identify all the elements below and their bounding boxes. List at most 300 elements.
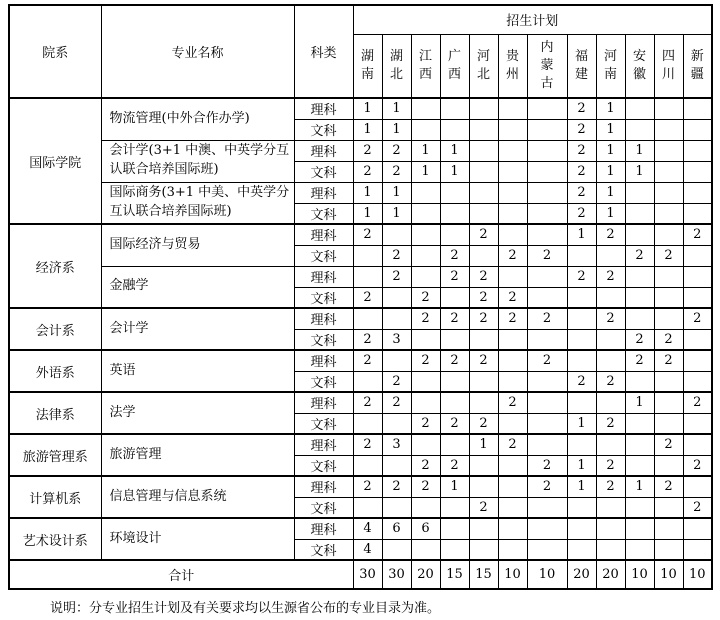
total-cell: 10 bbox=[654, 560, 683, 589]
province-label: 湖南 bbox=[360, 49, 374, 82]
plan-cell bbox=[567, 539, 596, 560]
plan-cell bbox=[654, 182, 683, 203]
plan-cell: 1 bbox=[440, 161, 469, 182]
province-header bbox=[527, 34, 567, 98]
plan-cell: 2 bbox=[498, 245, 527, 266]
province-header bbox=[625, 34, 654, 98]
province-label: 湖北 bbox=[389, 49, 403, 82]
total-cell: 20 bbox=[411, 560, 440, 589]
plan-cell: 1 bbox=[567, 413, 596, 434]
footnote: 说明：分专业招生计划及有关要求均以生源省公布的专业目录为准。 bbox=[50, 601, 441, 616]
plan-cell: 2 bbox=[469, 266, 498, 287]
admission-plan-table bbox=[8, 4, 713, 590]
plan-cell bbox=[527, 182, 567, 203]
plan-cell: 2 bbox=[469, 287, 498, 308]
plan-cell: 1 bbox=[625, 392, 654, 413]
plan-cell: 2 bbox=[382, 266, 411, 287]
plan-cell: 1 bbox=[596, 161, 625, 182]
plan-cell: 2 bbox=[596, 455, 625, 476]
plan-cell: 2 bbox=[527, 350, 567, 371]
plan-cell bbox=[469, 182, 498, 203]
plan-cell bbox=[498, 497, 527, 518]
plan-cell bbox=[382, 455, 411, 476]
plan-cell: 2 bbox=[498, 287, 527, 308]
plan-cell: 1 bbox=[411, 161, 440, 182]
plan-cell bbox=[469, 476, 498, 497]
plan-cell bbox=[567, 518, 596, 539]
plan-cell bbox=[527, 161, 567, 182]
plan-cell bbox=[527, 329, 567, 350]
dept-cell: 艺术设计系 bbox=[9, 518, 101, 560]
plan-cell bbox=[527, 224, 567, 245]
plan-cell: 6 bbox=[411, 518, 440, 539]
plan-cell: 2 bbox=[411, 287, 440, 308]
plan-cell bbox=[596, 518, 625, 539]
plan-cell bbox=[440, 98, 469, 119]
plan-cell: 2 bbox=[353, 434, 382, 455]
major-cell: 物流管理(中外合作办学) bbox=[101, 98, 294, 140]
plan-cell bbox=[382, 350, 411, 371]
plan-cell: 2 bbox=[440, 308, 469, 329]
plan-cell bbox=[567, 350, 596, 371]
province-label: 广西 bbox=[447, 49, 461, 82]
plan-cell bbox=[567, 245, 596, 266]
plan-cell: 2 bbox=[567, 98, 596, 119]
plan-cell bbox=[411, 224, 440, 245]
plan-cell bbox=[353, 308, 382, 329]
plan-cell bbox=[654, 224, 683, 245]
plan-cell bbox=[683, 329, 712, 350]
plan-cell bbox=[440, 392, 469, 413]
track-cell: 理科 bbox=[294, 518, 353, 539]
plan-cell: 2 bbox=[353, 350, 382, 371]
plan-cell: 2 bbox=[469, 497, 498, 518]
plan-cell: 2 bbox=[625, 245, 654, 266]
plan-cell bbox=[567, 434, 596, 455]
plan-cell bbox=[683, 245, 712, 266]
plan-cell bbox=[382, 308, 411, 329]
track-cell: 文科 bbox=[294, 329, 353, 350]
plan-cell bbox=[596, 497, 625, 518]
plan-cell bbox=[353, 455, 382, 476]
plan-cell: 4 bbox=[353, 539, 382, 560]
plan-cell: 2 bbox=[498, 392, 527, 413]
plan-cell: 2 bbox=[411, 413, 440, 434]
total-cell: 20 bbox=[567, 560, 596, 589]
track-cell: 理科 bbox=[294, 182, 353, 203]
track-cell: 理科 bbox=[294, 476, 353, 497]
plan-cell bbox=[353, 413, 382, 434]
plan-cell: 1 bbox=[625, 161, 654, 182]
track-cell: 文科 bbox=[294, 203, 353, 224]
plan-cell: 1 bbox=[596, 140, 625, 161]
track-cell: 理科 bbox=[294, 350, 353, 371]
plan-cell: 2 bbox=[567, 266, 596, 287]
plan-cell: 2 bbox=[596, 371, 625, 392]
plan-cell bbox=[440, 371, 469, 392]
plan-cell: 2 bbox=[625, 329, 654, 350]
track-cell: 文科 bbox=[294, 539, 353, 560]
plan-cell bbox=[469, 518, 498, 539]
plan-cell bbox=[654, 119, 683, 140]
plan-cell bbox=[625, 455, 654, 476]
total-cell: 30 bbox=[382, 560, 411, 589]
plan-cell bbox=[527, 140, 567, 161]
header-major: 专业名称 bbox=[101, 5, 294, 98]
plan-cell: 2 bbox=[596, 476, 625, 497]
plan-cell: 1 bbox=[382, 119, 411, 140]
track-cell: 文科 bbox=[294, 119, 353, 140]
plan-cell: 2 bbox=[382, 245, 411, 266]
plan-cell: 2 bbox=[469, 224, 498, 245]
plan-cell bbox=[683, 182, 712, 203]
plan-cell: 1 bbox=[353, 182, 382, 203]
plan-cell: 2 bbox=[498, 434, 527, 455]
province-label: 江西 bbox=[418, 49, 432, 82]
plan-cell bbox=[654, 161, 683, 182]
plan-cell: 2 bbox=[353, 329, 382, 350]
province-header bbox=[440, 34, 469, 98]
plan-cell bbox=[654, 98, 683, 119]
plan-cell: 1 bbox=[625, 140, 654, 161]
plan-cell bbox=[411, 203, 440, 224]
plan-cell bbox=[654, 413, 683, 434]
plan-cell: 1 bbox=[567, 476, 596, 497]
total-cell: 15 bbox=[440, 560, 469, 589]
plan-cell bbox=[411, 182, 440, 203]
plan-cell: 2 bbox=[527, 476, 567, 497]
plan-cell bbox=[469, 140, 498, 161]
header-track: 科类 bbox=[294, 5, 353, 98]
plan-cell: 2 bbox=[440, 455, 469, 476]
major-cell: 环境设计 bbox=[101, 518, 294, 560]
plan-cell: 1 bbox=[440, 140, 469, 161]
plan-cell bbox=[440, 518, 469, 539]
plan-cell: 1 bbox=[382, 203, 411, 224]
plan-cell bbox=[469, 539, 498, 560]
plan-cell: 2 bbox=[411, 455, 440, 476]
plan-cell bbox=[625, 308, 654, 329]
plan-cell bbox=[411, 497, 440, 518]
province-header bbox=[411, 34, 440, 98]
plan-cell: 2 bbox=[654, 350, 683, 371]
plan-cell bbox=[683, 98, 712, 119]
plan-cell: 2 bbox=[353, 224, 382, 245]
plan-cell bbox=[683, 119, 712, 140]
major-cell: 英语 bbox=[101, 350, 294, 392]
plan-cell bbox=[498, 518, 527, 539]
province-header bbox=[654, 34, 683, 98]
total-cell: 10 bbox=[527, 560, 567, 589]
plan-cell bbox=[625, 182, 654, 203]
plan-cell: 2 bbox=[567, 140, 596, 161]
track-cell: 理科 bbox=[294, 392, 353, 413]
plan-cell: 1 bbox=[382, 98, 411, 119]
major-cell: 旅游管理 bbox=[101, 434, 294, 476]
plan-cell bbox=[683, 539, 712, 560]
plan-cell bbox=[527, 518, 567, 539]
plan-cell bbox=[498, 266, 527, 287]
plan-cell bbox=[596, 245, 625, 266]
plan-cell: 2 bbox=[683, 224, 712, 245]
plan-cell bbox=[527, 434, 567, 455]
plan-cell: 2 bbox=[382, 161, 411, 182]
track-cell: 文科 bbox=[294, 287, 353, 308]
total-label: 合计 bbox=[9, 560, 353, 589]
plan-cell: 1 bbox=[567, 224, 596, 245]
plan-cell: 3 bbox=[382, 329, 411, 350]
plan-cell bbox=[527, 287, 567, 308]
plan-cell: 1 bbox=[353, 98, 382, 119]
province-header bbox=[567, 34, 596, 98]
plan-cell bbox=[683, 413, 712, 434]
total-cell: 20 bbox=[596, 560, 625, 589]
plan-cell: 1 bbox=[596, 98, 625, 119]
plan-cell bbox=[567, 392, 596, 413]
plan-cell bbox=[654, 455, 683, 476]
total-cell: 10 bbox=[683, 560, 712, 589]
plan-cell: 2 bbox=[654, 434, 683, 455]
total-cell: 10 bbox=[498, 560, 527, 589]
track-cell: 理科 bbox=[294, 98, 353, 119]
plan-cell bbox=[440, 224, 469, 245]
plan-cell bbox=[654, 203, 683, 224]
plan-cell bbox=[527, 497, 567, 518]
plan-cell bbox=[683, 350, 712, 371]
plan-cell bbox=[498, 140, 527, 161]
plan-cell bbox=[625, 434, 654, 455]
plan-cell bbox=[683, 140, 712, 161]
total-cell: 30 bbox=[353, 560, 382, 589]
plan-cell bbox=[469, 455, 498, 476]
plan-cell: 1 bbox=[353, 119, 382, 140]
plan-cell bbox=[382, 287, 411, 308]
plan-cell bbox=[654, 287, 683, 308]
plan-cell: 2 bbox=[567, 182, 596, 203]
plan-cell: 2 bbox=[411, 308, 440, 329]
plan-cell: 2 bbox=[596, 266, 625, 287]
province-label: 四川 bbox=[661, 49, 675, 82]
plan-cell: 2 bbox=[440, 350, 469, 371]
plan-cell: 2 bbox=[683, 392, 712, 413]
track-cell: 理科 bbox=[294, 140, 353, 161]
plan-cell bbox=[683, 518, 712, 539]
province-label: 河北 bbox=[476, 49, 490, 82]
track-cell: 理科 bbox=[294, 434, 353, 455]
plan-cell bbox=[654, 140, 683, 161]
track-cell: 文科 bbox=[294, 455, 353, 476]
plan-cell: 2 bbox=[625, 350, 654, 371]
plan-cell: 2 bbox=[353, 392, 382, 413]
plan-cell bbox=[596, 287, 625, 308]
header-dept: 院系 bbox=[9, 5, 101, 98]
plan-cell: 1 bbox=[596, 119, 625, 140]
plan-cell bbox=[469, 392, 498, 413]
plan-cell bbox=[382, 224, 411, 245]
plan-cell: 2 bbox=[469, 308, 498, 329]
plan-cell bbox=[411, 245, 440, 266]
plan-cell bbox=[469, 161, 498, 182]
plan-cell bbox=[596, 329, 625, 350]
plan-cell bbox=[382, 497, 411, 518]
plan-cell bbox=[683, 287, 712, 308]
plan-cell bbox=[527, 539, 567, 560]
major-cell: 国际商务(3+1 中美、中英学分互认联合培养国际班) bbox=[101, 182, 294, 224]
plan-cell bbox=[411, 329, 440, 350]
plan-cell bbox=[498, 413, 527, 434]
plan-cell bbox=[498, 329, 527, 350]
plan-cell bbox=[411, 434, 440, 455]
plan-cell bbox=[625, 371, 654, 392]
major-cell: 金融学 bbox=[101, 266, 294, 308]
plan-cell: 2 bbox=[654, 476, 683, 497]
plan-cell bbox=[654, 497, 683, 518]
plan-cell bbox=[440, 203, 469, 224]
plan-cell: 2 bbox=[683, 455, 712, 476]
plan-cell: 2 bbox=[469, 350, 498, 371]
plan-cell: 2 bbox=[382, 476, 411, 497]
plan-cell: 2 bbox=[527, 245, 567, 266]
major-cell: 会计学 bbox=[101, 308, 294, 350]
major-cell: 法学 bbox=[101, 392, 294, 434]
plan-cell bbox=[654, 518, 683, 539]
province-header bbox=[683, 34, 712, 98]
plan-cell bbox=[498, 539, 527, 560]
plan-cell bbox=[567, 287, 596, 308]
plan-cell: 2 bbox=[527, 308, 567, 329]
province-label: 新疆 bbox=[690, 49, 704, 82]
plan-cell bbox=[353, 266, 382, 287]
plan-cell bbox=[498, 182, 527, 203]
total-cell: 10 bbox=[625, 560, 654, 589]
plan-cell bbox=[469, 245, 498, 266]
major-cell: 信息管理与信息系统 bbox=[101, 476, 294, 518]
plan-cell bbox=[625, 266, 654, 287]
plan-cell: 2 bbox=[353, 140, 382, 161]
plan-cell bbox=[498, 224, 527, 245]
plan-cell: 2 bbox=[382, 371, 411, 392]
plan-cell bbox=[567, 329, 596, 350]
plan-cell bbox=[469, 203, 498, 224]
dept-cell: 外语系 bbox=[9, 350, 101, 392]
plan-cell bbox=[625, 413, 654, 434]
plan-cell bbox=[411, 539, 440, 560]
plan-cell bbox=[527, 413, 567, 434]
plan-cell bbox=[527, 203, 567, 224]
plan-cell bbox=[596, 539, 625, 560]
plan-cell bbox=[654, 539, 683, 560]
track-cell: 文科 bbox=[294, 371, 353, 392]
dept-cell: 国际学院 bbox=[9, 98, 101, 224]
plan-cell bbox=[625, 203, 654, 224]
plan-cell: 2 bbox=[498, 308, 527, 329]
plan-cell bbox=[567, 308, 596, 329]
plan-cell bbox=[411, 266, 440, 287]
plan-cell: 1 bbox=[596, 182, 625, 203]
dept-cell: 旅游管理系 bbox=[9, 434, 101, 476]
plan-cell: 2 bbox=[411, 350, 440, 371]
plan-cell bbox=[654, 308, 683, 329]
plan-cell bbox=[527, 119, 567, 140]
province-header bbox=[382, 34, 411, 98]
track-cell: 文科 bbox=[294, 161, 353, 182]
province-header bbox=[469, 34, 498, 98]
plan-cell: 2 bbox=[469, 413, 498, 434]
province-header bbox=[353, 34, 382, 98]
plan-cell: 2 bbox=[353, 287, 382, 308]
plan-cell bbox=[683, 434, 712, 455]
plan-cell bbox=[498, 476, 527, 497]
plan-cell: 1 bbox=[440, 476, 469, 497]
plan-cell: 2 bbox=[353, 161, 382, 182]
plan-cell bbox=[683, 371, 712, 392]
plan-cell bbox=[411, 371, 440, 392]
plan-cell bbox=[654, 266, 683, 287]
plan-cell bbox=[440, 119, 469, 140]
province-label: 内蒙古 bbox=[540, 40, 554, 91]
plan-cell bbox=[498, 371, 527, 392]
plan-cell bbox=[469, 98, 498, 119]
header-plan-title: 招生计划 bbox=[353, 5, 712, 34]
plan-cell bbox=[625, 539, 654, 560]
province-header bbox=[498, 34, 527, 98]
track-cell: 文科 bbox=[294, 245, 353, 266]
province-label: 河南 bbox=[603, 49, 617, 82]
plan-cell bbox=[527, 266, 567, 287]
plan-cell: 2 bbox=[440, 266, 469, 287]
plan-cell bbox=[382, 413, 411, 434]
plan-cell bbox=[654, 371, 683, 392]
plan-cell: 1 bbox=[596, 203, 625, 224]
plan-cell: 2 bbox=[683, 308, 712, 329]
plan-cell: 2 bbox=[683, 497, 712, 518]
plan-cell bbox=[498, 203, 527, 224]
plan-cell bbox=[469, 329, 498, 350]
dept-cell: 法律系 bbox=[9, 392, 101, 434]
province-header bbox=[596, 34, 625, 98]
plan-cell bbox=[625, 287, 654, 308]
plan-cell bbox=[527, 98, 567, 119]
plan-cell bbox=[625, 497, 654, 518]
plan-cell: 3 bbox=[382, 434, 411, 455]
plan-cell: 2 bbox=[654, 329, 683, 350]
plan-cell: 2 bbox=[567, 203, 596, 224]
plan-cell bbox=[411, 98, 440, 119]
province-label: 安徽 bbox=[632, 49, 646, 82]
plan-cell bbox=[469, 119, 498, 140]
plan-cell: 2 bbox=[596, 413, 625, 434]
plan-cell bbox=[440, 434, 469, 455]
plan-cell bbox=[498, 119, 527, 140]
plan-cell bbox=[683, 266, 712, 287]
plan-cell bbox=[625, 119, 654, 140]
plan-cell bbox=[683, 476, 712, 497]
plan-cell bbox=[440, 287, 469, 308]
plan-cell: 1 bbox=[411, 140, 440, 161]
plan-cell bbox=[440, 182, 469, 203]
plan-cell bbox=[382, 539, 411, 560]
plan-cell bbox=[683, 161, 712, 182]
plan-cell bbox=[353, 497, 382, 518]
plan-cell: 2 bbox=[596, 224, 625, 245]
plan-cell: 2 bbox=[382, 392, 411, 413]
plan-cell: 2 bbox=[567, 119, 596, 140]
plan-cell bbox=[625, 98, 654, 119]
plan-cell bbox=[411, 119, 440, 140]
plan-cell bbox=[625, 518, 654, 539]
plan-cell: 2 bbox=[527, 455, 567, 476]
plan-cell bbox=[498, 98, 527, 119]
